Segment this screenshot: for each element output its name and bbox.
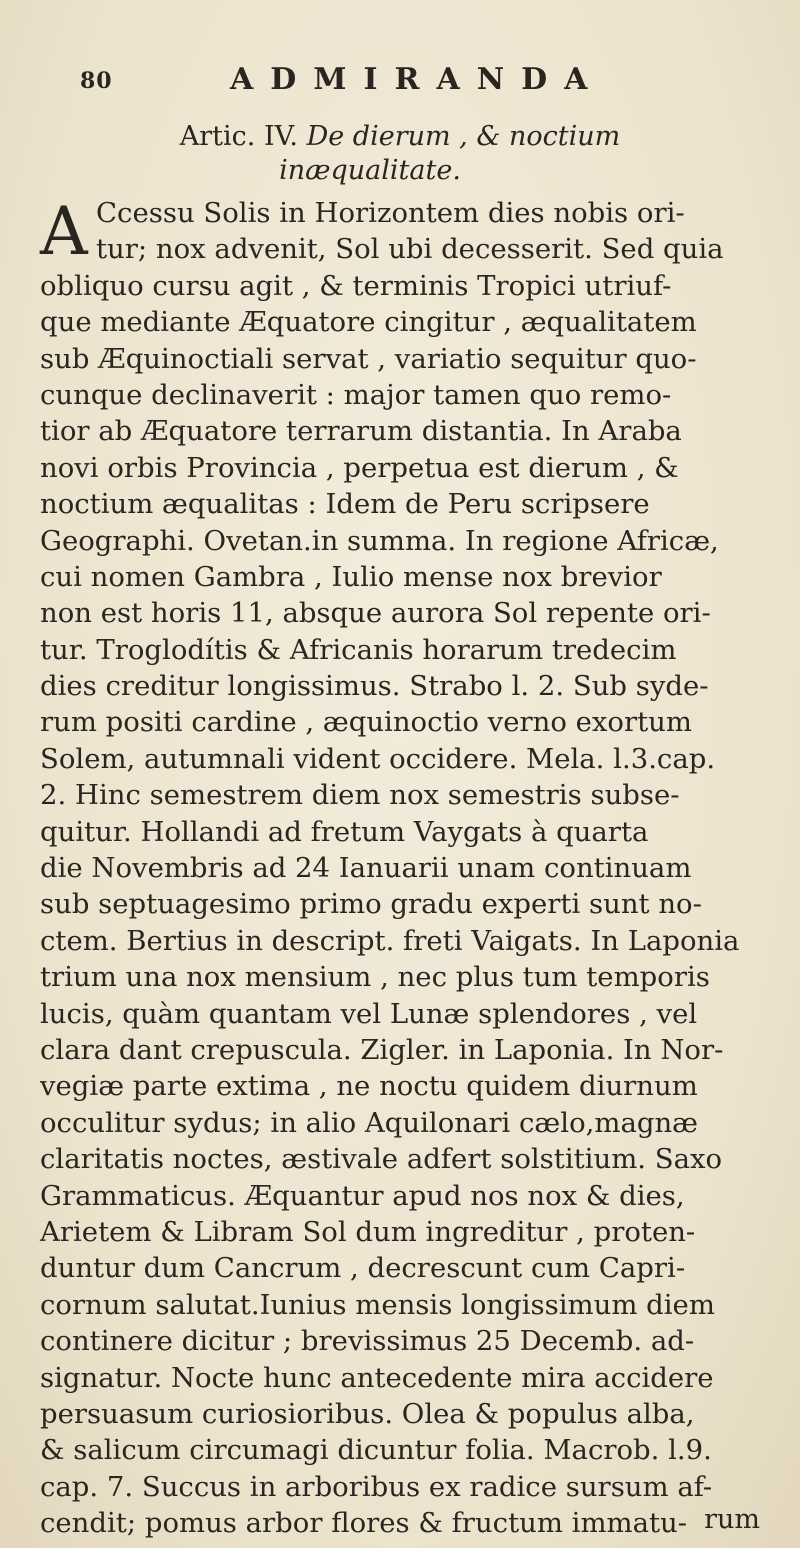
article-label: Artic. IV.	[179, 121, 298, 152]
text-line: cunque declinaverit : major tamen quo remo-	[40, 378, 672, 411]
text-line: que mediante Æquatore cingitur , æqualitatem	[40, 306, 697, 339]
text-line: quitur. Hollandi ad fretum Vaygats à quarta	[40, 815, 649, 848]
text-line: Ccessu Solis in Horizontem dies nobis ori-	[96, 197, 685, 229]
text-line: cornum salutat.Iunius mensis longissimum diem	[40, 1288, 715, 1321]
text-line: ctem. Bertius in descript. freti Vaigats. In Laponia	[40, 924, 740, 957]
article-heading	[0, 120, 800, 188]
article-title-line1: De dierum , & noctium	[306, 121, 621, 152]
text-line: rum positi cardine , æquinoctio verno exortum	[40, 706, 692, 739]
text-line: Grammaticus. Æquantur apud nos nox & dies,	[40, 1179, 685, 1212]
text-line: occulitur sydus; in alio Aquilonari cælo,magnæ	[40, 1106, 699, 1139]
text-line: Geographi. Ovetan.in summa. In regione Africæ,	[40, 524, 719, 557]
text-line: cap. 7. Succus in arboribus ex radice sursum af-	[40, 1470, 713, 1503]
page-number: 80	[80, 68, 113, 94]
text-line: noctium æqualitas : Idem de Peru scripsere	[40, 488, 650, 521]
text-line: vegiæ parte extima , ne noctu quidem diurnum	[40, 1070, 698, 1103]
drop-capital: A	[40, 193, 88, 270]
text-line: signatur. Nocte hunc antecedente mira accidere	[40, 1361, 714, 1394]
text-line: persuasum curiosioribus. Olea & populus alba,	[40, 1397, 695, 1430]
text-line: tur; nox advenit, Sol ubi decesserit. Sed quia	[96, 233, 724, 266]
text-line: continere dicitur ; brevissimus 25 Decemb. ad-	[40, 1325, 695, 1358]
text-line: die Novembris ad 24 Ianuarii unam continuam	[40, 852, 692, 885]
catchword: rum	[704, 1504, 760, 1535]
text-line: sub septuagesimo primo gradu experti sunt no-	[40, 888, 702, 921]
text-line: non est horis 11, absque aurora Sol repente ori-	[40, 597, 711, 630]
running-head: ADMIRANDA	[230, 62, 605, 97]
text-line: cendit; pomus arbor flores & fructum immatu-	[40, 1507, 688, 1540]
text-line: cui nomen Gambra , Iulio mense nox brevior	[40, 560, 662, 593]
text-line: claritatis noctes, æstivale adfert solstitium. Saxo	[40, 1143, 723, 1176]
text-line: duntur dum Cancrum , decrescunt cum Capri-	[40, 1252, 686, 1285]
text-line: obliquo cursu agit , & terminis Tropici utriuf-	[40, 269, 672, 302]
text-line: trium una nox mensium , nec plus tum temporis	[40, 961, 710, 994]
text-line: lucis, quàm quantam vel Lunæ splendores , vel	[40, 997, 698, 1030]
text-line: Arietem & Libram Sol dum ingreditur , proten-	[40, 1215, 696, 1248]
body-text	[40, 195, 800, 1541]
text-line: clara dant crepuscula. Zigler. in Laponia. In Nor-	[40, 1033, 724, 1066]
text-line: tior ab Æquatore terrarum distantia. In Araba	[40, 415, 682, 448]
article-title-line2: inæqualitate.	[279, 155, 461, 186]
text-line: Solem, autumnali vident occidere. Mela. l.3.cap.	[40, 742, 716, 775]
text-line: dies creditur longissimus. Strabo l. 2. Sub syde-	[40, 670, 709, 703]
text-line: novi orbis Provincia , perpetua est dierum , &	[40, 451, 679, 484]
text-line: sub Æquinoctiali servat , variatio sequitur quo-	[40, 342, 697, 375]
text-line: tur. Troglodítis & Africanis horarum tredecim	[40, 633, 677, 666]
text-line: 2. Hinc semestrem diem nox semestris subse-	[40, 779, 680, 812]
text-line: & salicum circumagi dicuntur folia. Macrob. l.9.	[40, 1434, 712, 1467]
page-header	[70, 62, 710, 102]
